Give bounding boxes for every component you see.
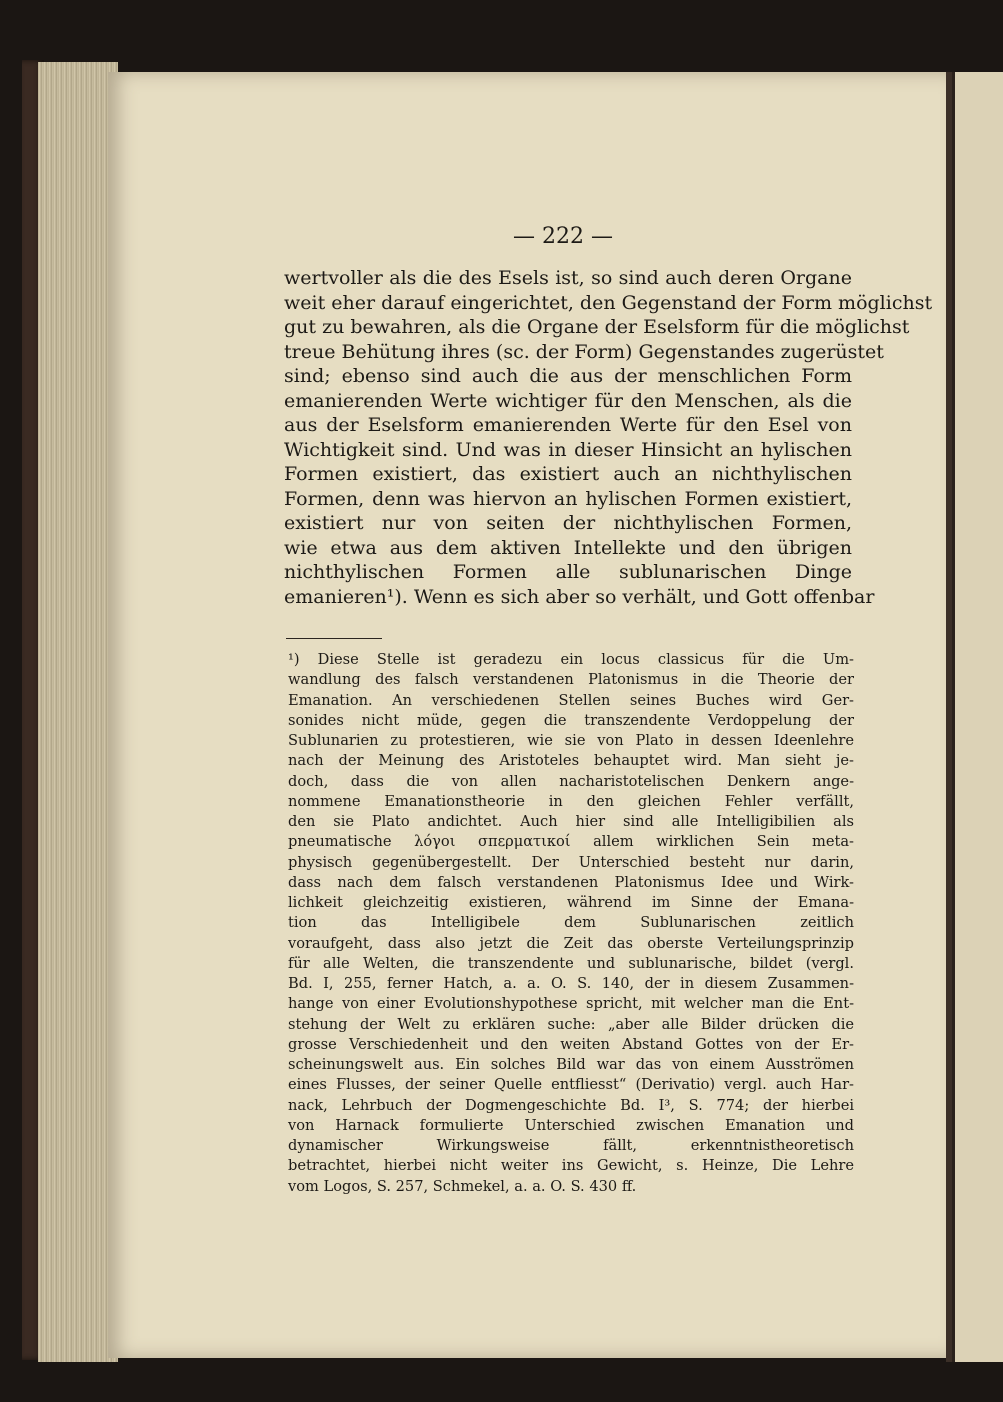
- main-text: [284, 266, 933, 609]
- footnote-line: von Harnack formulierte Unterschied zwischen Emanation und: [288, 1116, 854, 1134]
- page-number: — 222 —: [513, 224, 613, 249]
- footnote-line: Bd. I, 255, ferner Hatch, a. a. O. S. 140, der in diesem Zusammen-: [288, 975, 854, 992]
- footnote-line: pneumatische λόγοι σπερματικοί allem wirklichen Sein meta-: [288, 833, 854, 851]
- footnote-line: ¹) Diese Stelle ist geradezu ein locus classicus für die Um-: [288, 651, 854, 668]
- main-text-line: weit eher darauf eingerichtet, den Gegenstand der Form möglichst: [284, 291, 933, 314]
- main-text-line: wertvoller als die des Esels ist, so sind auch deren Organe: [284, 267, 852, 289]
- footnote-line: betrachtet, hierbei nicht weiter ins Gewicht, s. Heinze, Die Lehre: [288, 1157, 854, 1175]
- main-text-line: sind; ebenso sind auch die aus der menschlichen Form: [284, 365, 852, 387]
- footnote-line: grosse Verschiedenheit und den weiten Abstand Gottes von der Er-: [288, 1035, 854, 1053]
- footnote-line: eines Flusses, der seiner Quelle entfliesst“ (Derivatio) vergl. auch Har-: [288, 1076, 854, 1094]
- footnote-line: vom Logos, S. 257, Schmekel, a. a. O. S. 430 ff.: [288, 1177, 637, 1195]
- footnote-line: nack, Lehrbuch der Dogmengeschichte Bd. I³, S. 774; der hierbei: [288, 1096, 854, 1114]
- page-stack-edge: [38, 62, 118, 1362]
- footnote-line: sonides nicht müde, gegen die transzendente Verdoppelung der: [288, 711, 854, 729]
- main-text-line: aus der Eselsform emanierenden Werte für den Esel von: [284, 414, 852, 436]
- main-text-line: Wichtigkeit sind. Und was in dieser Hinsicht an hylischen: [284, 438, 852, 461]
- footnote-line: hange von einer Evolutionshypothese spricht, mit welcher man die Ent-: [288, 995, 854, 1013]
- footnote-line: dass nach dem falsch verstandenen Platonismus Idee und Wirk-: [288, 873, 854, 891]
- main-text-line: Formen, denn was hiervon an hylischen Formen existiert,: [284, 487, 852, 510]
- footnote-line: Sublunarien zu protestieren, wie sie von Plato in dessen Ideenlehre: [288, 732, 854, 749]
- facing-page-edge: [952, 72, 1003, 1362]
- footnote-line: Emanation. An verschiedenen Stellen seines Buches wird Ger-: [288, 691, 854, 709]
- main-text-line: Formen existiert, das existiert auch an nichthylischen: [284, 463, 852, 485]
- main-text-line: nichthylischen Formen alle sublunarischen Dinge: [284, 561, 852, 583]
- main-text-line: wie etwa aus dem aktiven Intellekte und den übrigen: [284, 536, 852, 559]
- footnote-line: nommene Emanationstheorie in den gleichen Fehler verfällt,: [288, 792, 854, 810]
- footnote-line: voraufgeht, dass also jetzt die Zeit das oberste Verteilungsprinzip: [288, 934, 854, 952]
- main-text-line: emanieren¹). Wenn es sich aber so verhält, und Gott offenbar: [284, 585, 875, 608]
- main-text-line: emanierenden Werte wichtiger für den Menschen, als die: [284, 389, 852, 412]
- footnote-line: physisch gegenübergestellt. Der Unterschied besteht nur darin,: [288, 853, 854, 871]
- footnote-line: wandlung des falsch verstandenen Platonismus in die Theorie der: [288, 671, 854, 689]
- main-text-line: treue Behütung ihres (sc. der Form) Gegenstandes zugerüstet: [284, 340, 884, 363]
- main-text-line: gut zu bewahren, als die Organe der Eselsform für die möglichst: [284, 316, 910, 338]
- main-text-line: existiert nur von seiten der nichthylischen Formen,: [284, 512, 852, 534]
- footnote-line: für alle Welten, die transzendente und sublunarische, bildet (vergl.: [288, 954, 854, 972]
- footnote-line: dynamischer Wirkungsweise fällt, erkenntnistheoretisch: [288, 1137, 854, 1154]
- footnote: [288, 650, 854, 1197]
- footnote-line: stehung der Welt zu erklären suche: „aber alle Bilder drücken die: [288, 1015, 854, 1033]
- footnote-line: scheinungswelt aus. Ein solches Bild war das von einem Ausströmen: [288, 1056, 854, 1073]
- footnote-divider: [286, 638, 382, 639]
- footnote-line: doch, dass die von allen nacharistotelischen Denkern ange-: [288, 772, 854, 790]
- footnote-line: tion das Intelligibele dem Sublunarischen zeitlich: [288, 914, 854, 932]
- footnote-line: den sie Plato andichtet. Auch hier sind alle Intelligibilien als: [288, 813, 854, 830]
- footnote-line: lichkeit gleichzeitig existieren, während im Sinne der Emana-: [288, 894, 854, 911]
- footnote-line: nach der Meinung des Aristoteles behauptet wird. Man sieht je-: [288, 752, 854, 770]
